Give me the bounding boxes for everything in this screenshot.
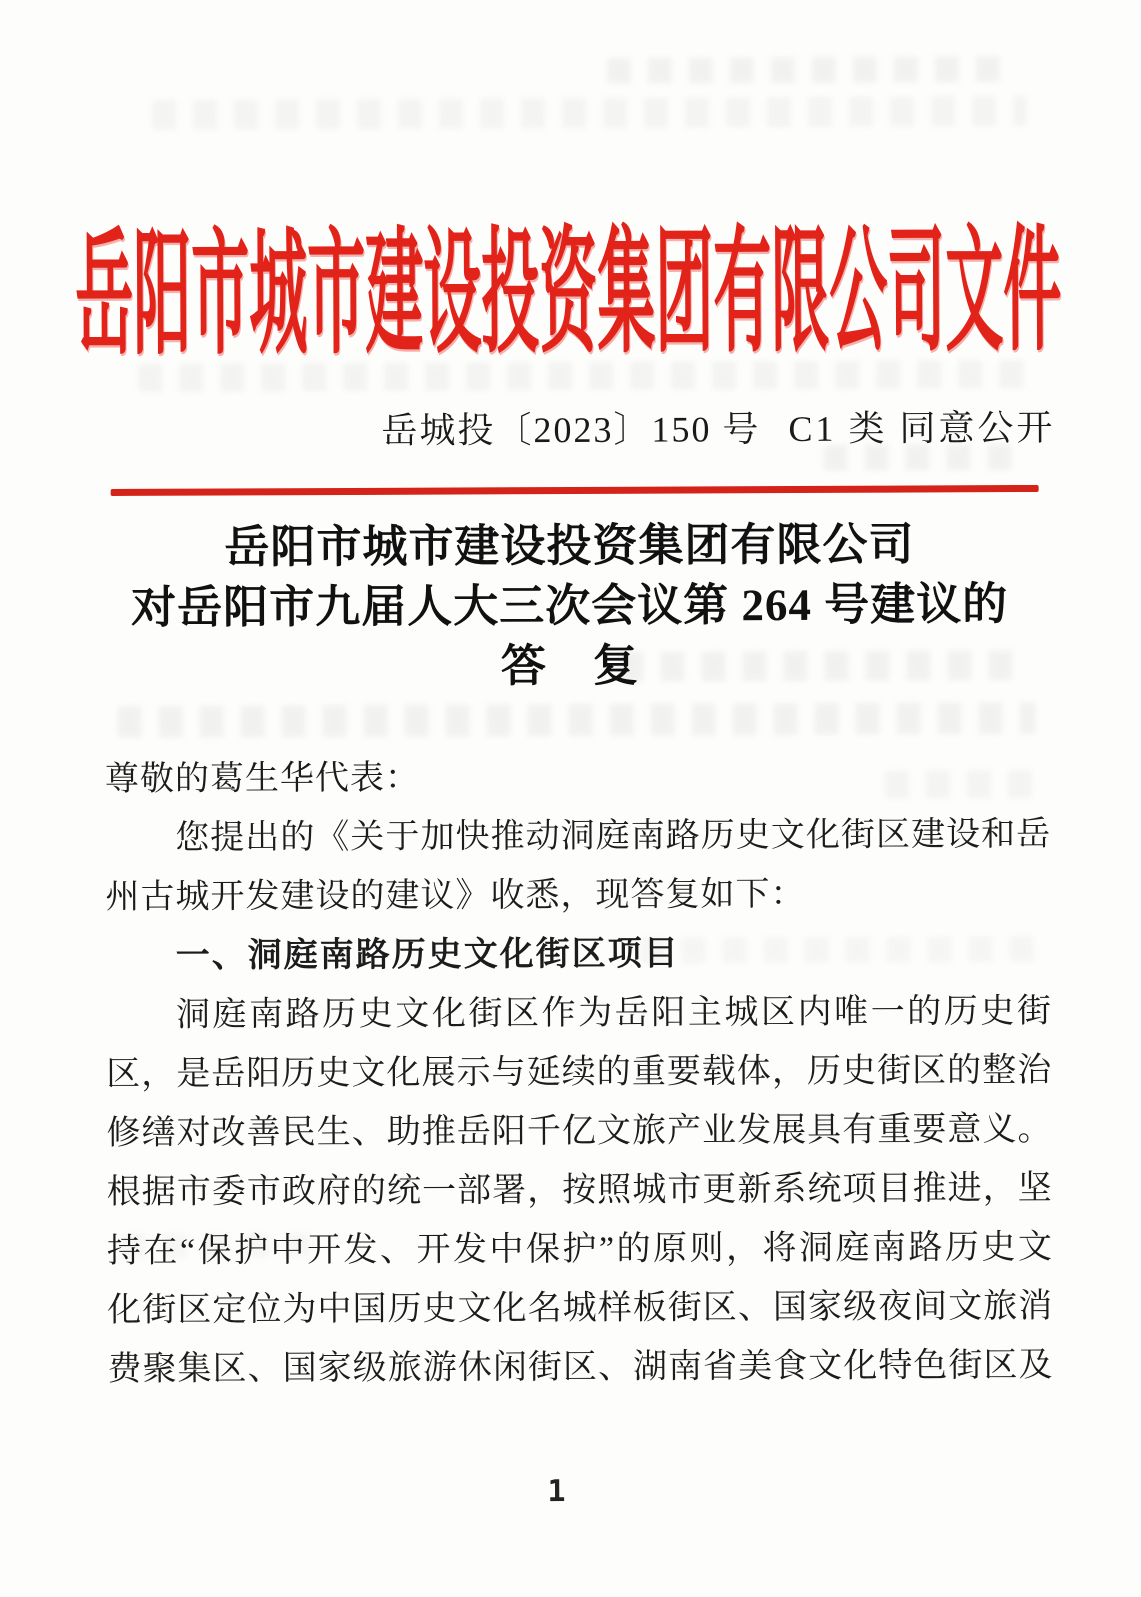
page-number: 1 bbox=[547, 1474, 566, 1510]
letterhead-title: 岳阳市城市建设投资集团有限公司文件 bbox=[74, 215, 1062, 373]
bleed-through-smudge bbox=[607, 56, 1017, 84]
section-heading: 一、洞庭南路历史文化街区项目 bbox=[175, 933, 680, 976]
document-title-line2: 对岳阳市九届人大三次会议第 264 号建议的 bbox=[131, 579, 1009, 633]
body-line: 州古城开发建设的建议》收悉，现答复如下： bbox=[105, 875, 806, 917]
red-separator-line bbox=[111, 485, 1039, 496]
document-title-line3: 答 复 bbox=[500, 640, 640, 692]
body-line: 根据市委市政府的统一部署，按照城市更新系统项目推进，坚 bbox=[106, 1169, 1052, 1212]
body-line: 化街区定位为中国历史文化名城样板街区、国家级夜间文旅消 bbox=[107, 1287, 1053, 1330]
body-line: 费聚集区、国家级旅游休闲街区、湖南省美食文化特色街区及 bbox=[107, 1346, 1053, 1389]
document-title-line1: 岳阳市城市建设投资集团有限公司 bbox=[224, 519, 915, 573]
salutation-line: 尊敬的葛生华代表： bbox=[104, 759, 420, 799]
doc-meta-row bbox=[0, 400, 1139, 451]
doc-number: 岳城投〔2023〕150 号 bbox=[381, 409, 761, 451]
classification-label: C1 类 同意公开 bbox=[788, 407, 1056, 450]
document-title bbox=[0, 514, 1141, 699]
body-line: 修缮对改善民生、助推岳阳千亿文旅产业发展具有重要意义。 bbox=[106, 1110, 1052, 1153]
bleed-through-smudge bbox=[152, 96, 1027, 130]
document-body bbox=[105, 746, 1053, 1399]
body-line: 您提出的《关于加快推动洞庭南路历史文化街区建设和岳 bbox=[175, 815, 1051, 857]
body-line: 区，是岳阳历史文化展示与延续的重要载体，历史街区的整治 bbox=[106, 1051, 1052, 1094]
body-line: 持在“保护中开发、开发中保护”的原则，将洞庭南路历史文 bbox=[106, 1228, 1053, 1271]
body-line: 洞庭南路历史文化街区作为岳阳主城区内唯一的历史街 bbox=[175, 992, 1052, 1034]
bleed-through-smudge bbox=[118, 702, 1036, 738]
